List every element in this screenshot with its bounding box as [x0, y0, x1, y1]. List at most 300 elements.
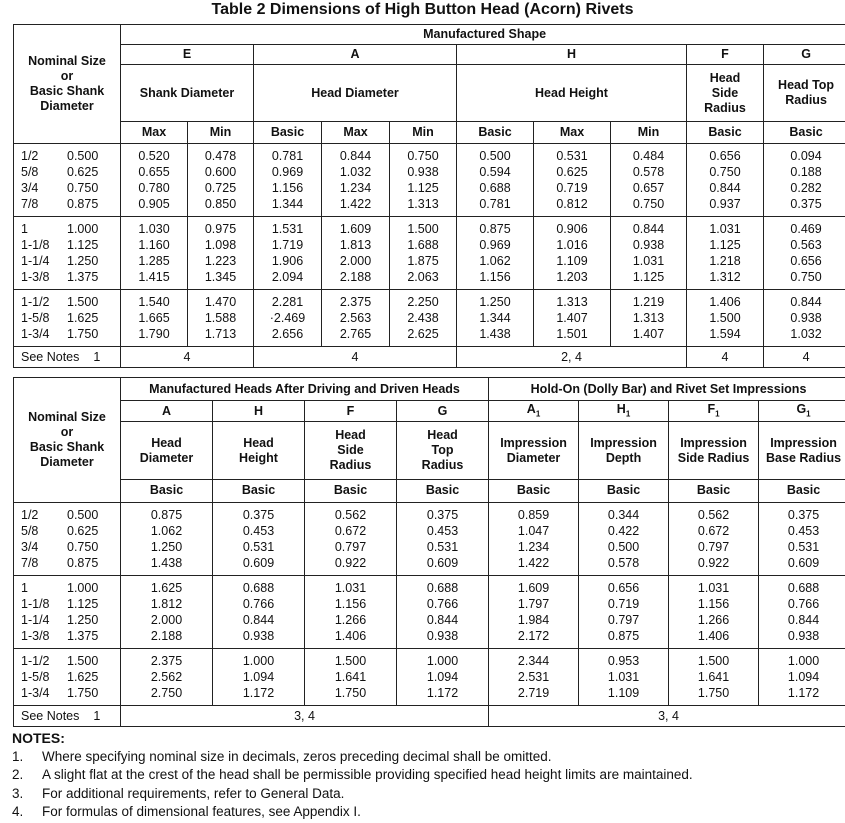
table-title: Table 2 Dimensions of High Button Head (Acorn) Rivets [211, 1, 634, 18]
size-row [21, 180, 121, 196]
value: 0.844 [709, 181, 741, 195]
size-decimal: 0.750 [67, 540, 99, 554]
size-fraction: 1-3/4 [21, 327, 50, 341]
size-cell [14, 576, 121, 649]
value: 1.223 [204, 254, 237, 268]
value: 2.063 [407, 270, 439, 284]
value: 1.641 [697, 670, 730, 684]
value: 1.156 [479, 270, 511, 284]
value: 1.218 [709, 254, 741, 268]
value: 2.375 [150, 654, 183, 668]
dimension-name: Shank Diameter [121, 65, 254, 122]
size-fraction: 7/8 [21, 197, 39, 211]
value-cell [305, 503, 397, 576]
value: 0.725 [204, 181, 237, 195]
value: 1.172 [242, 686, 275, 700]
value: 0.688 [787, 581, 820, 595]
value: 1.031 [334, 581, 367, 595]
size-decimal: 1.750 [67, 686, 99, 700]
value-cell [121, 503, 213, 576]
size-cell [14, 144, 121, 217]
letter: G [796, 401, 807, 416]
value: 0.531 [426, 540, 459, 554]
value: 1.641 [334, 670, 367, 684]
size-row [21, 653, 121, 669]
dimension-name: Head Side Radius [687, 65, 764, 122]
value-cell [305, 576, 397, 649]
value: 2.344 [517, 654, 550, 668]
data-row-group [14, 649, 845, 706]
value-cell [611, 290, 687, 347]
value: 1.501 [556, 327, 588, 341]
value: 1.109 [556, 254, 588, 268]
size-fraction: 1-5/8 [21, 311, 50, 325]
value: 1.609 [339, 222, 372, 236]
value: 1.125 [709, 238, 741, 252]
subhead: Basic [759, 479, 845, 502]
value: 0.657 [632, 181, 665, 195]
size-cell [14, 217, 121, 290]
value: 0.531 [787, 540, 820, 554]
value-cell [759, 649, 845, 706]
value: 2.000 [339, 254, 372, 268]
value: 0.781 [479, 197, 511, 211]
value: 0.937 [709, 197, 741, 211]
value: 0.500 [479, 149, 511, 163]
value: 0.766 [787, 597, 820, 611]
value: 0.938 [632, 238, 665, 252]
value: 0.531 [242, 540, 275, 554]
value: 2.562 [150, 670, 183, 684]
size-decimal: 1.000 [67, 581, 99, 595]
letter-row [14, 401, 845, 422]
value: 1.875 [407, 254, 439, 268]
value: 1.588 [204, 311, 237, 325]
value: 1.594 [709, 327, 741, 341]
value: 1.172 [787, 686, 820, 700]
size-decimal: 1.750 [67, 327, 99, 341]
size-decimal: 0.750 [67, 181, 99, 195]
dimension-letter: F [687, 45, 764, 65]
letter-subscript: 1 [625, 409, 631, 418]
note-text: For additional requirements, refer to General Data. [42, 785, 345, 801]
size-cell [14, 290, 121, 347]
subhead: Max [121, 122, 188, 144]
dimension-name: Head Height [457, 65, 687, 122]
value: 1.312 [709, 270, 741, 284]
size-row [21, 580, 121, 596]
value: 2.531 [517, 670, 550, 684]
size-fraction: 5/8 [21, 165, 39, 179]
value: 1.000 [242, 654, 275, 668]
value-cell [579, 503, 669, 576]
value: 0.850 [204, 197, 237, 211]
value: 0.875 [479, 222, 511, 236]
value: 1.750 [334, 686, 367, 700]
dimension-letter: H [213, 401, 305, 422]
value-cell [687, 217, 764, 290]
size-decimal: 0.875 [67, 197, 99, 211]
size-fraction: 1 [21, 222, 28, 236]
subhead: Max [534, 122, 611, 144]
size-fraction: 1/2 [21, 149, 39, 163]
value: 1.500 [697, 654, 730, 668]
size-decimal: 0.875 [67, 556, 99, 570]
size-row [21, 539, 121, 555]
notes-ref: 4 [254, 347, 457, 368]
size-row [21, 628, 121, 644]
dimension-name: Impression Depth [579, 422, 669, 479]
value: 1.250 [479, 295, 511, 309]
value: 1.415 [138, 270, 170, 284]
size-decimal: 1.625 [67, 670, 99, 684]
value: 0.797 [607, 613, 640, 627]
size-decimal: 1.250 [67, 254, 99, 268]
value: 0.938 [407, 165, 439, 179]
notes-heading: NOTES: [12, 730, 65, 746]
value: 1.031 [709, 222, 741, 236]
value-cell [322, 217, 390, 290]
notes-ref: 4 [687, 347, 764, 368]
data-row-group [14, 290, 845, 347]
name-row [14, 422, 845, 479]
value: 1.062 [479, 254, 511, 268]
value: 0.609 [787, 556, 820, 570]
value-cell [687, 144, 764, 217]
note-number: 1. [12, 748, 24, 764]
size-decimal: 1.000 [67, 222, 99, 236]
value: 1.500 [709, 311, 741, 325]
value: 0.719 [607, 597, 640, 611]
value: 0.422 [607, 524, 640, 538]
letter-row [14, 45, 845, 65]
value: 1.250 [150, 540, 183, 554]
letter: F [707, 401, 716, 416]
value: 1.531 [271, 222, 304, 236]
value: 1.906 [271, 254, 304, 268]
dimension-name: Head Top Radius [397, 422, 489, 479]
value: 1.094 [787, 670, 820, 684]
size-decimal: 0.625 [67, 524, 99, 538]
size-row [21, 221, 121, 237]
size-decimal: 0.625 [67, 165, 99, 179]
value: 0.875 [607, 629, 640, 643]
value: 0.975 [204, 222, 237, 236]
driven-heads-table [13, 377, 845, 727]
value: 2.656 [271, 327, 304, 341]
value-cell [397, 576, 489, 649]
value: 0.375 [426, 508, 459, 522]
value: 0.520 [138, 149, 170, 163]
value: 0.484 [632, 149, 665, 163]
group-header-left: Manufactured Heads After Driving and Driven Heads [121, 378, 489, 401]
value-cell [669, 503, 759, 576]
value: 0.750 [632, 197, 665, 211]
size-row [21, 253, 121, 269]
value: 0.656 [607, 581, 640, 595]
note-item [12, 785, 842, 804]
dimension-letter [489, 401, 579, 422]
size-decimal: 1.375 [67, 629, 99, 643]
value-cell [579, 649, 669, 706]
value: 0.453 [787, 524, 820, 538]
value-cell [121, 649, 213, 706]
dimension-name: Impression Diameter [489, 422, 579, 479]
value: 1.125 [632, 270, 665, 284]
value-cell [611, 144, 687, 217]
size-header: Nominal Size or Basic Shank Diameter [14, 378, 121, 503]
value: 2.000 [150, 613, 183, 627]
see-notes-ref: 1 [93, 708, 101, 723]
value: 1.406 [697, 629, 730, 643]
value: 0.875 [150, 508, 183, 522]
subhead-row [14, 479, 845, 502]
note-item [12, 803, 842, 822]
value: 2.094 [271, 270, 304, 284]
value-cell [254, 144, 322, 217]
value: 0.344 [607, 508, 640, 522]
size-fraction: 3/4 [21, 181, 39, 195]
value: 1.500 [407, 222, 439, 236]
value-cell [397, 503, 489, 576]
value-cell [579, 576, 669, 649]
value: 1.266 [334, 613, 367, 627]
notes-ref: 4 [764, 347, 845, 368]
value-cell [121, 576, 213, 649]
size-fraction: 1-1/4 [21, 613, 50, 627]
letter: H [616, 401, 626, 416]
value: 1.094 [426, 670, 459, 684]
size-decimal: 1.500 [67, 295, 99, 309]
value: 0.780 [138, 181, 170, 195]
value: 0.688 [426, 581, 459, 595]
notes-ref: 3, 4 [489, 706, 845, 727]
note-number: 3. [12, 785, 24, 801]
see-notes-text: See Notes [21, 349, 80, 364]
value: 0.938 [787, 629, 820, 643]
size-cell [14, 503, 121, 576]
value: 2.250 [407, 295, 439, 309]
value: 0.188 [790, 165, 822, 179]
name-row [14, 65, 845, 122]
group-header-right: Hold-On (Dolly Bar) and Rivet Set Impressions [489, 378, 845, 401]
data-row-group [14, 217, 845, 290]
value: 0.656 [790, 254, 822, 268]
value: 1.203 [556, 270, 588, 284]
note-text: A slight flat at the crest of the head shall be permissible providing specified head height limits are maintained. [42, 767, 693, 782]
value: 1.345 [204, 270, 237, 284]
size-fraction: 5/8 [21, 524, 39, 538]
size-fraction: 1-3/8 [21, 270, 50, 284]
value: 0.563 [790, 238, 822, 252]
dimension-letter [759, 401, 845, 422]
size-fraction: 1-1/8 [21, 238, 50, 252]
subhead: Basic [213, 479, 305, 502]
value: 0.655 [138, 165, 170, 179]
note-number: 2. [12, 767, 24, 782]
size-row [21, 612, 121, 628]
value: 1.344 [479, 311, 511, 325]
letter-subscript: 1 [535, 409, 541, 418]
value: 0.562 [334, 508, 367, 522]
notes-row [14, 347, 845, 368]
value: 0.672 [697, 524, 730, 538]
value: 1.313 [556, 295, 588, 309]
value: 1.609 [517, 581, 550, 595]
value: 1.313 [407, 197, 439, 211]
data-row-group [14, 144, 845, 217]
subhead: Basic [254, 122, 322, 144]
value: 2.281 [271, 295, 304, 309]
subhead: Basic [687, 122, 764, 144]
subhead: Basic [579, 479, 669, 502]
value-cell [669, 649, 759, 706]
value: 1.031 [632, 254, 665, 268]
value: 0.594 [479, 165, 511, 179]
value: 1.406 [334, 629, 367, 643]
see-notes-ref: 1 [93, 349, 101, 364]
group-header: Manufactured Shape [121, 25, 845, 45]
value: 0.953 [607, 654, 640, 668]
value: 0.750 [790, 270, 822, 284]
value: 0.938 [426, 629, 459, 643]
value-cell [390, 217, 457, 290]
size-row [21, 310, 121, 326]
value: 0.781 [271, 149, 304, 163]
value: 0.750 [407, 149, 439, 163]
value-cell [188, 290, 254, 347]
value-cell [457, 144, 534, 217]
value: 0.375 [790, 197, 822, 211]
letter-subscript: 1 [806, 409, 811, 418]
value: 1.713 [204, 327, 237, 341]
dimension-letter: A [121, 401, 213, 422]
value-cell [322, 290, 390, 347]
value: 1.016 [556, 238, 588, 252]
value: 0.688 [479, 181, 511, 195]
notes-ref: 2, 4 [457, 347, 687, 368]
value: 1.813 [339, 238, 372, 252]
size-fraction: 1-3/8 [21, 629, 50, 643]
size-decimal: 0.500 [67, 508, 99, 522]
dimension-name: Head Diameter [121, 422, 213, 479]
value: 1.285 [138, 254, 170, 268]
size-row [21, 326, 121, 342]
value: 2.719 [517, 686, 550, 700]
value: 0.688 [242, 581, 275, 595]
value: 0.844 [339, 149, 372, 163]
see-notes-label [14, 706, 121, 727]
value-cell [489, 503, 579, 576]
value: ·2.469 [269, 311, 306, 325]
value-cell [121, 290, 188, 347]
subhead: Min [390, 122, 457, 144]
size-fraction: 1/2 [21, 508, 39, 522]
value: 1.219 [632, 295, 665, 309]
value: 0.969 [271, 165, 304, 179]
value-cell [534, 144, 611, 217]
value-cell [764, 144, 845, 217]
value: 1.000 [787, 654, 820, 668]
value: 1.156 [697, 597, 730, 611]
value: 1.500 [334, 654, 367, 668]
value: 0.812 [556, 197, 588, 211]
value: 0.578 [632, 165, 665, 179]
size-row [21, 196, 121, 212]
size-row [21, 523, 121, 539]
size-row [21, 669, 121, 685]
value: 1.156 [334, 597, 367, 611]
subhead: Basic [121, 479, 213, 502]
value: 0.969 [479, 238, 511, 252]
notes-list [12, 748, 842, 822]
value: 0.453 [426, 524, 459, 538]
value: 1.160 [138, 238, 170, 252]
dimension-letter [579, 401, 669, 422]
value-cell [489, 649, 579, 706]
size-fraction: 7/8 [21, 556, 39, 570]
value: 0.609 [242, 556, 275, 570]
value: 1.790 [138, 327, 170, 341]
value: 0.844 [790, 295, 822, 309]
value: 1.344 [271, 197, 304, 211]
value-cell [759, 576, 845, 649]
subhead: Basic [457, 122, 534, 144]
value: 1.470 [204, 295, 237, 309]
dimension-letter [669, 401, 759, 422]
value-cell [489, 576, 579, 649]
dimension-letter: A [254, 45, 457, 65]
value-cell [322, 144, 390, 217]
value-cell [759, 503, 845, 576]
value: 2.188 [150, 629, 183, 643]
size-fraction: 1-1/2 [21, 654, 50, 668]
value: 1.234 [339, 181, 372, 195]
value-cell [687, 290, 764, 347]
dimension-name: Impression Side Radius [669, 422, 759, 479]
value: 0.906 [556, 222, 588, 236]
value: 1.984 [517, 613, 550, 627]
dimension-letter: G [397, 401, 489, 422]
value: 1.625 [150, 581, 183, 595]
value: 0.766 [242, 597, 275, 611]
value: 1.407 [632, 327, 665, 341]
size-fraction: 3/4 [21, 540, 39, 554]
value: 1.407 [556, 311, 588, 325]
value: 0.938 [242, 629, 275, 643]
value-cell [188, 217, 254, 290]
dimension-letter: F [305, 401, 397, 422]
size-fraction: 1 [21, 581, 28, 595]
value: 1.422 [339, 197, 372, 211]
value-cell [457, 290, 534, 347]
data-row-group [14, 576, 845, 649]
value: 0.656 [709, 149, 741, 163]
see-notes-text: See Notes [21, 708, 80, 723]
value: 2.750 [150, 686, 183, 700]
value-cell [305, 649, 397, 706]
size-fraction: 1-1/2 [21, 295, 50, 309]
value: 0.797 [697, 540, 730, 554]
value-cell [213, 576, 305, 649]
value: 1.540 [138, 295, 170, 309]
value-cell [254, 290, 322, 347]
subhead: Min [611, 122, 687, 144]
value: 1.812 [150, 597, 183, 611]
size-decimal: 1.375 [67, 270, 99, 284]
value: 1.172 [426, 686, 459, 700]
size-row [21, 237, 121, 253]
